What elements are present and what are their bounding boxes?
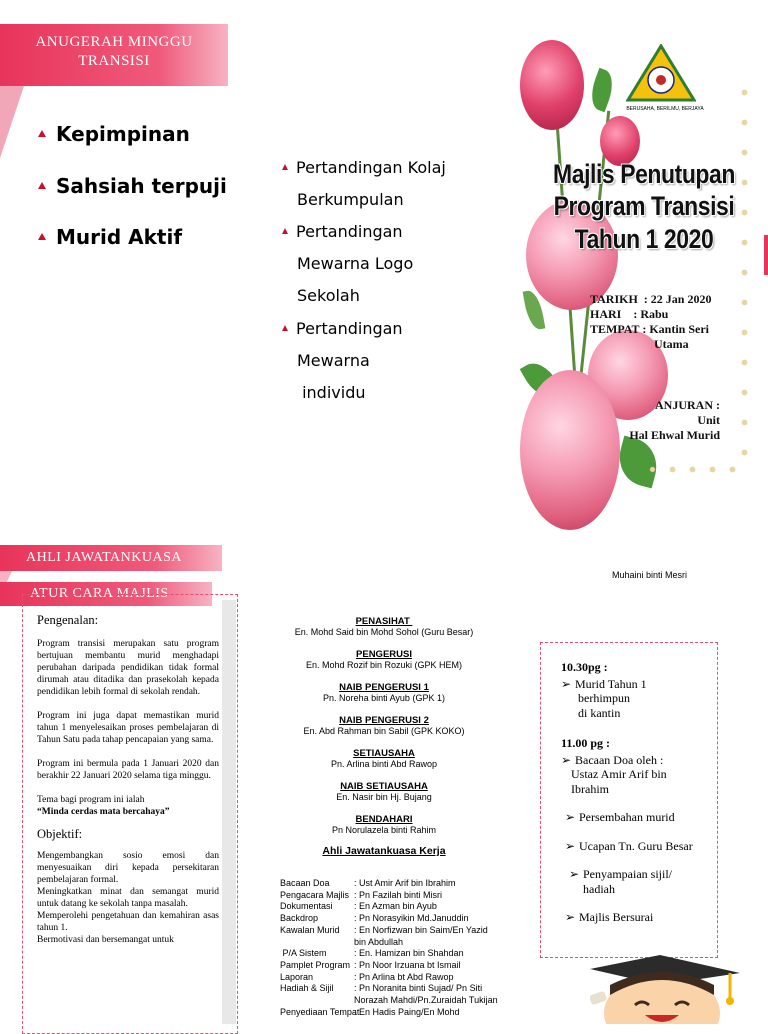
kerja-list bbox=[280, 878, 500, 1018]
award-item bbox=[38, 174, 227, 198]
kerja-row bbox=[280, 983, 500, 1006]
kerja-heading: Ahli Jawatankuasa Kerja bbox=[322, 845, 446, 857]
intro-para: Program ini juga dapat memastikan murid tahun 1 menyelesaikan proses pembelajaran di Tahun Satu pada tahap pencapaian yang sama. bbox=[37, 711, 219, 745]
banner-atur-cara: ATUR CARA MAJLIS bbox=[0, 582, 212, 606]
kerja-row bbox=[280, 901, 500, 913]
kerja-member: : Ust Amir Arif bin Ibrahim bbox=[354, 878, 456, 888]
cover-title-line: Tahun 1 2020 bbox=[574, 224, 714, 254]
schedule-item bbox=[561, 910, 711, 925]
kerja-role: Dokumentasi bbox=[280, 901, 333, 912]
pearl bbox=[742, 120, 747, 125]
kerja-role: Penyediaan Tempat bbox=[280, 1006, 360, 1017]
schedule-text: Murid Tahun 1 bbox=[575, 676, 647, 691]
schedule-item bbox=[561, 810, 711, 825]
kerja-role: P/A Sistem bbox=[280, 948, 327, 959]
kerja-row bbox=[280, 913, 500, 925]
theme-intro: Tema bagi program ini ialah bbox=[37, 795, 145, 805]
committee-list bbox=[268, 616, 500, 857]
bullet-icon bbox=[38, 130, 46, 137]
committee-member: En. Mohd Said bin Mohd Sohol (Guru Besar) bbox=[294, 627, 474, 637]
cover-title-line: Program Transisi bbox=[553, 191, 735, 221]
competition-line: Mewarna bbox=[297, 351, 370, 370]
schedule-text: berhimpun bbox=[578, 691, 630, 705]
schedule-item bbox=[561, 753, 711, 797]
organizer-name: Hal Ehwal Murid bbox=[629, 428, 720, 442]
schedule-text: Ibrahim bbox=[571, 781, 609, 796]
committee-member: Pn. Arlina binti Abd Rawop bbox=[330, 759, 438, 769]
schedule-block bbox=[561, 660, 711, 925]
pearl bbox=[730, 467, 735, 472]
rose-flower bbox=[520, 40, 584, 130]
competition-line: individu bbox=[297, 383, 366, 402]
organizer-unit: Unit bbox=[697, 413, 720, 427]
pearl bbox=[742, 450, 747, 455]
pearl bbox=[742, 390, 747, 395]
kerja-member: : Pn Noranita binti Sujad/ Pn Siti Norazah Mahdi/Pn.Zuraidah Tukijan bbox=[354, 983, 498, 1006]
bullet-icon bbox=[282, 325, 288, 331]
award-item bbox=[38, 225, 182, 249]
kerja-member: : Pn Norasyikin Md.Januddin bbox=[354, 913, 469, 924]
arrow-right-icon: ➢ bbox=[561, 752, 572, 767]
event-info bbox=[590, 292, 711, 352]
objective-item: Mengembangkan sosio emosi dan menyesuaikan diri kepada persekitaran pembelajaran formal. bbox=[37, 851, 219, 885]
pearl bbox=[742, 300, 747, 305]
pearl bbox=[710, 467, 715, 472]
arrow-right-icon: ➢ bbox=[565, 810, 576, 824]
schedule-time: 11.00 pg : bbox=[561, 736, 611, 750]
leaf bbox=[586, 68, 618, 112]
pearl bbox=[650, 467, 655, 472]
competition-line: Mewarna Logo bbox=[297, 254, 414, 273]
award-label: Murid Aktif bbox=[56, 225, 183, 249]
pearl bbox=[742, 360, 747, 365]
logo-caption: BERUSAHA, BERILMU, BERJAYA bbox=[626, 106, 704, 112]
pearl bbox=[742, 270, 747, 275]
arrow-right-icon: ➢ bbox=[565, 910, 576, 924]
intro-content bbox=[37, 612, 219, 946]
committee-role: PENGERUSI bbox=[356, 649, 412, 660]
schedule-item bbox=[561, 867, 711, 896]
banner-anugerah-line1: ANUGERAH MINGGU bbox=[35, 34, 193, 50]
arrow-right-icon: ➢ bbox=[565, 838, 576, 853]
event-day: HARI : Rabu bbox=[590, 307, 669, 321]
objective-item: Bermotivasi dan bersemangat untuk bbox=[37, 935, 174, 945]
intro-box-shadow bbox=[222, 600, 236, 1024]
event-date: TARIKH : 22 Jan 2020 bbox=[590, 292, 712, 306]
kerja-member: : En Hadis Paing/En Mohd bbox=[354, 1006, 460, 1017]
committee-member: Pn. Noreha binti Ayub (GPK 1) bbox=[323, 693, 445, 703]
pearl bbox=[742, 150, 747, 155]
kerja-member: : En. Hamizan bin Shahdan bbox=[354, 948, 464, 959]
cover-panel bbox=[520, 30, 768, 535]
organizer-info bbox=[610, 398, 720, 443]
competition-line: Berkumpulan bbox=[297, 190, 404, 209]
competition-line: Sekolah bbox=[297, 286, 360, 305]
committee-role: NAIB PENGERUSI 1 bbox=[339, 682, 429, 693]
banner-anugerah-line2: TRANSISI bbox=[78, 53, 150, 69]
objective-item: Memperolehi pengetahuan dan kemahiran asas tahun 1. bbox=[37, 911, 219, 933]
schedule-item bbox=[561, 839, 711, 854]
award-item bbox=[38, 122, 190, 146]
intro-heading: Pengenalan: bbox=[37, 613, 99, 627]
committee-role: BENDAHARI bbox=[355, 814, 413, 825]
kerja-role: Hadiah & Sijil bbox=[280, 983, 334, 994]
committee-role: NAIB SETIAUSAHA bbox=[340, 781, 428, 792]
kerja-member: : Pn Fazilah binti Misri bbox=[354, 889, 443, 900]
schedule-time: 10.30pg : bbox=[561, 660, 608, 674]
competition-line: Pertandingan bbox=[296, 319, 403, 338]
kerja-row bbox=[280, 1007, 500, 1019]
kerja-row bbox=[280, 960, 500, 972]
schedule-text: hadiah bbox=[583, 881, 615, 896]
kerja-role: Pengacara Majlis bbox=[280, 889, 350, 900]
award-label: Kepimpinan bbox=[56, 122, 190, 146]
kerja-row bbox=[280, 925, 500, 948]
competition-item bbox=[282, 313, 403, 409]
cover-title-line: Majlis Penutupan bbox=[553, 159, 735, 189]
pearl bbox=[742, 420, 747, 425]
bullet-icon bbox=[38, 233, 46, 240]
kerja-row bbox=[280, 878, 500, 890]
banner-ahli-jawatankuasa: AHLI JAWATANKUASA bbox=[0, 545, 222, 571]
kerja-member: : En Norfizwan bin Saim/En Yazid bin Abdullah bbox=[354, 924, 488, 947]
schedule-text: Majlis Bersurai bbox=[579, 910, 654, 924]
award-label: Sahsiah terpuji bbox=[56, 174, 227, 198]
committee-member: En. Abd Rahman bin Sabil (GPK KOKO) bbox=[303, 726, 465, 736]
competition-item bbox=[282, 216, 413, 312]
intro-para: Program ini bermula pada 1 Januari 2020 dan berakhir 22 Januari 2020 selama tiga minggu. bbox=[37, 759, 219, 781]
committee-role: PENASIHAT bbox=[355, 616, 413, 627]
kerja-row bbox=[280, 972, 500, 984]
intro-para: Program transisi merupakan satu program bertujuan membantu murid menghadapi perubahan daripada pendidikan tidak formal dirumah atau ditadika dan prasekolah kepada pendidikan lebih formal di sekolah rendah. bbox=[37, 639, 219, 697]
committee-member: En. Nasir bin Hj. Bujang bbox=[336, 792, 432, 802]
schedule-text: Ustaz Amir Arif bin bbox=[571, 767, 667, 781]
schedule-text: Bacaan Doa oleh : bbox=[575, 752, 664, 767]
rose-flower bbox=[520, 370, 620, 530]
kerja-role: Kawalan Murid bbox=[280, 924, 340, 935]
bullet-icon bbox=[282, 164, 288, 170]
committee-role: SETIAUSAHA bbox=[353, 748, 415, 759]
event-venue-cont: Utama bbox=[654, 337, 689, 351]
committee-role: NAIB PENGERUSI 2 bbox=[339, 715, 429, 726]
kerja-role: Laporan bbox=[280, 971, 314, 982]
graduate-mascot-icon bbox=[590, 955, 740, 1024]
competition-line: Pertandingan Kolaj bbox=[296, 158, 446, 177]
kerja-role: Backdrop bbox=[280, 913, 319, 924]
author-name: Muhaini binti Mesri bbox=[612, 570, 688, 580]
bullet-icon bbox=[282, 228, 288, 234]
committee-member: Pn Norulazela binti Rahim bbox=[331, 825, 437, 835]
organizer-label: ANJURAN : bbox=[655, 398, 720, 412]
graduate-mascot bbox=[590, 955, 740, 1024]
schedule-text: Penyampaian sijil/ bbox=[583, 867, 672, 881]
kerja-role: Bacaan Doa bbox=[280, 878, 330, 888]
committee-member: En. Mohd Rozif bin Rozuki (GPK HEM) bbox=[305, 660, 463, 670]
school-logo-icon bbox=[626, 44, 696, 108]
kerja-member: : Pn Noor Irzuana bt Ismail bbox=[354, 959, 461, 970]
objective-heading: Objektif: bbox=[37, 827, 83, 841]
arrow-right-icon: ➢ bbox=[561, 676, 572, 691]
objective-item: Meningkatkan minat dan semangat murid untuk datang ke sekolah tanpa masalah. bbox=[37, 887, 219, 909]
kerja-row bbox=[280, 890, 500, 902]
pearl bbox=[742, 330, 747, 335]
competition-line: Pertandingan bbox=[296, 222, 403, 241]
schedule-item bbox=[561, 677, 711, 721]
schedule-text: Ucapan Tn. Guru Besar bbox=[579, 838, 693, 853]
leaf bbox=[613, 436, 663, 489]
kerja-member: : Pn Arlina bt Abd Rawop bbox=[354, 971, 454, 982]
schedule-text: di kantin bbox=[578, 705, 621, 720]
pearl bbox=[690, 467, 695, 472]
banner-tail bbox=[0, 86, 24, 158]
theme-text: “Minda cerdas mata bercahaya” bbox=[37, 807, 170, 817]
pearl bbox=[742, 90, 747, 95]
edge-accent bbox=[764, 235, 768, 275]
schedule-text: Persembahan murid bbox=[579, 810, 675, 824]
event-venue: TEMPAT : Kantin Seri bbox=[590, 322, 710, 336]
arrow-right-icon: ➢ bbox=[569, 867, 580, 881]
competition-item bbox=[282, 152, 446, 216]
pearl bbox=[670, 467, 675, 472]
banner-anugerah bbox=[0, 24, 228, 86]
kerja-row bbox=[280, 948, 500, 960]
kerja-role: Pamplet Program bbox=[280, 959, 351, 970]
bullet-icon bbox=[38, 182, 46, 189]
kerja-member: : En Azman bin Ayub bbox=[354, 901, 437, 912]
